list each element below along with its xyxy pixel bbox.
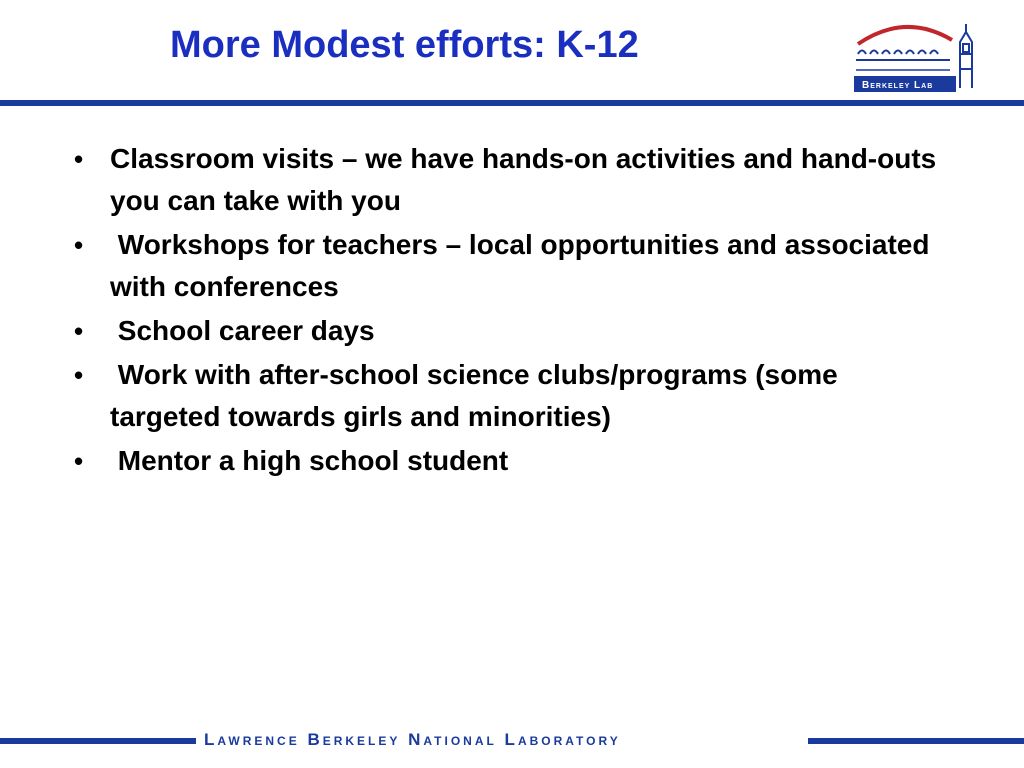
bullet-item	[74, 310, 954, 352]
bullet-text: Mentor a high school student	[110, 445, 509, 476]
logo-arcade	[858, 51, 938, 55]
footer-rule-left	[0, 738, 196, 744]
footer-rule-right	[808, 738, 1024, 744]
bullet-text: Classroom visits – we have hands-on activities and hand-outs you can take with you	[110, 143, 937, 216]
top-rule	[0, 100, 1024, 106]
bullet-item	[74, 224, 954, 308]
bullet-item	[74, 354, 954, 438]
bullet-text: Workshops for teachers – local opportunities and associated with conferences	[110, 229, 938, 302]
logo-tower	[960, 24, 972, 88]
bullet-marker: •	[74, 144, 84, 174]
bullet-text: School career days	[110, 315, 375, 346]
slide-title: More Modest efforts: K-12	[170, 24, 639, 66]
footer-text: Lawrence Berkeley National Laboratory	[204, 730, 621, 749]
berkeley-lab-logo	[850, 14, 990, 102]
bullet-item	[74, 138, 954, 222]
bullet-list	[74, 138, 954, 484]
bullet-marker: •	[74, 316, 84, 346]
bullet-marker: •	[74, 360, 84, 390]
bullet-item	[74, 440, 954, 482]
logo-arch	[858, 27, 952, 44]
bullet-text: Work with after-school science clubs/programs (some targeted towards girls and minorities)	[110, 359, 846, 432]
logo-text: Berkeley Lab	[862, 80, 934, 91]
bullet-marker: •	[74, 446, 84, 476]
bullet-marker: •	[74, 230, 84, 260]
